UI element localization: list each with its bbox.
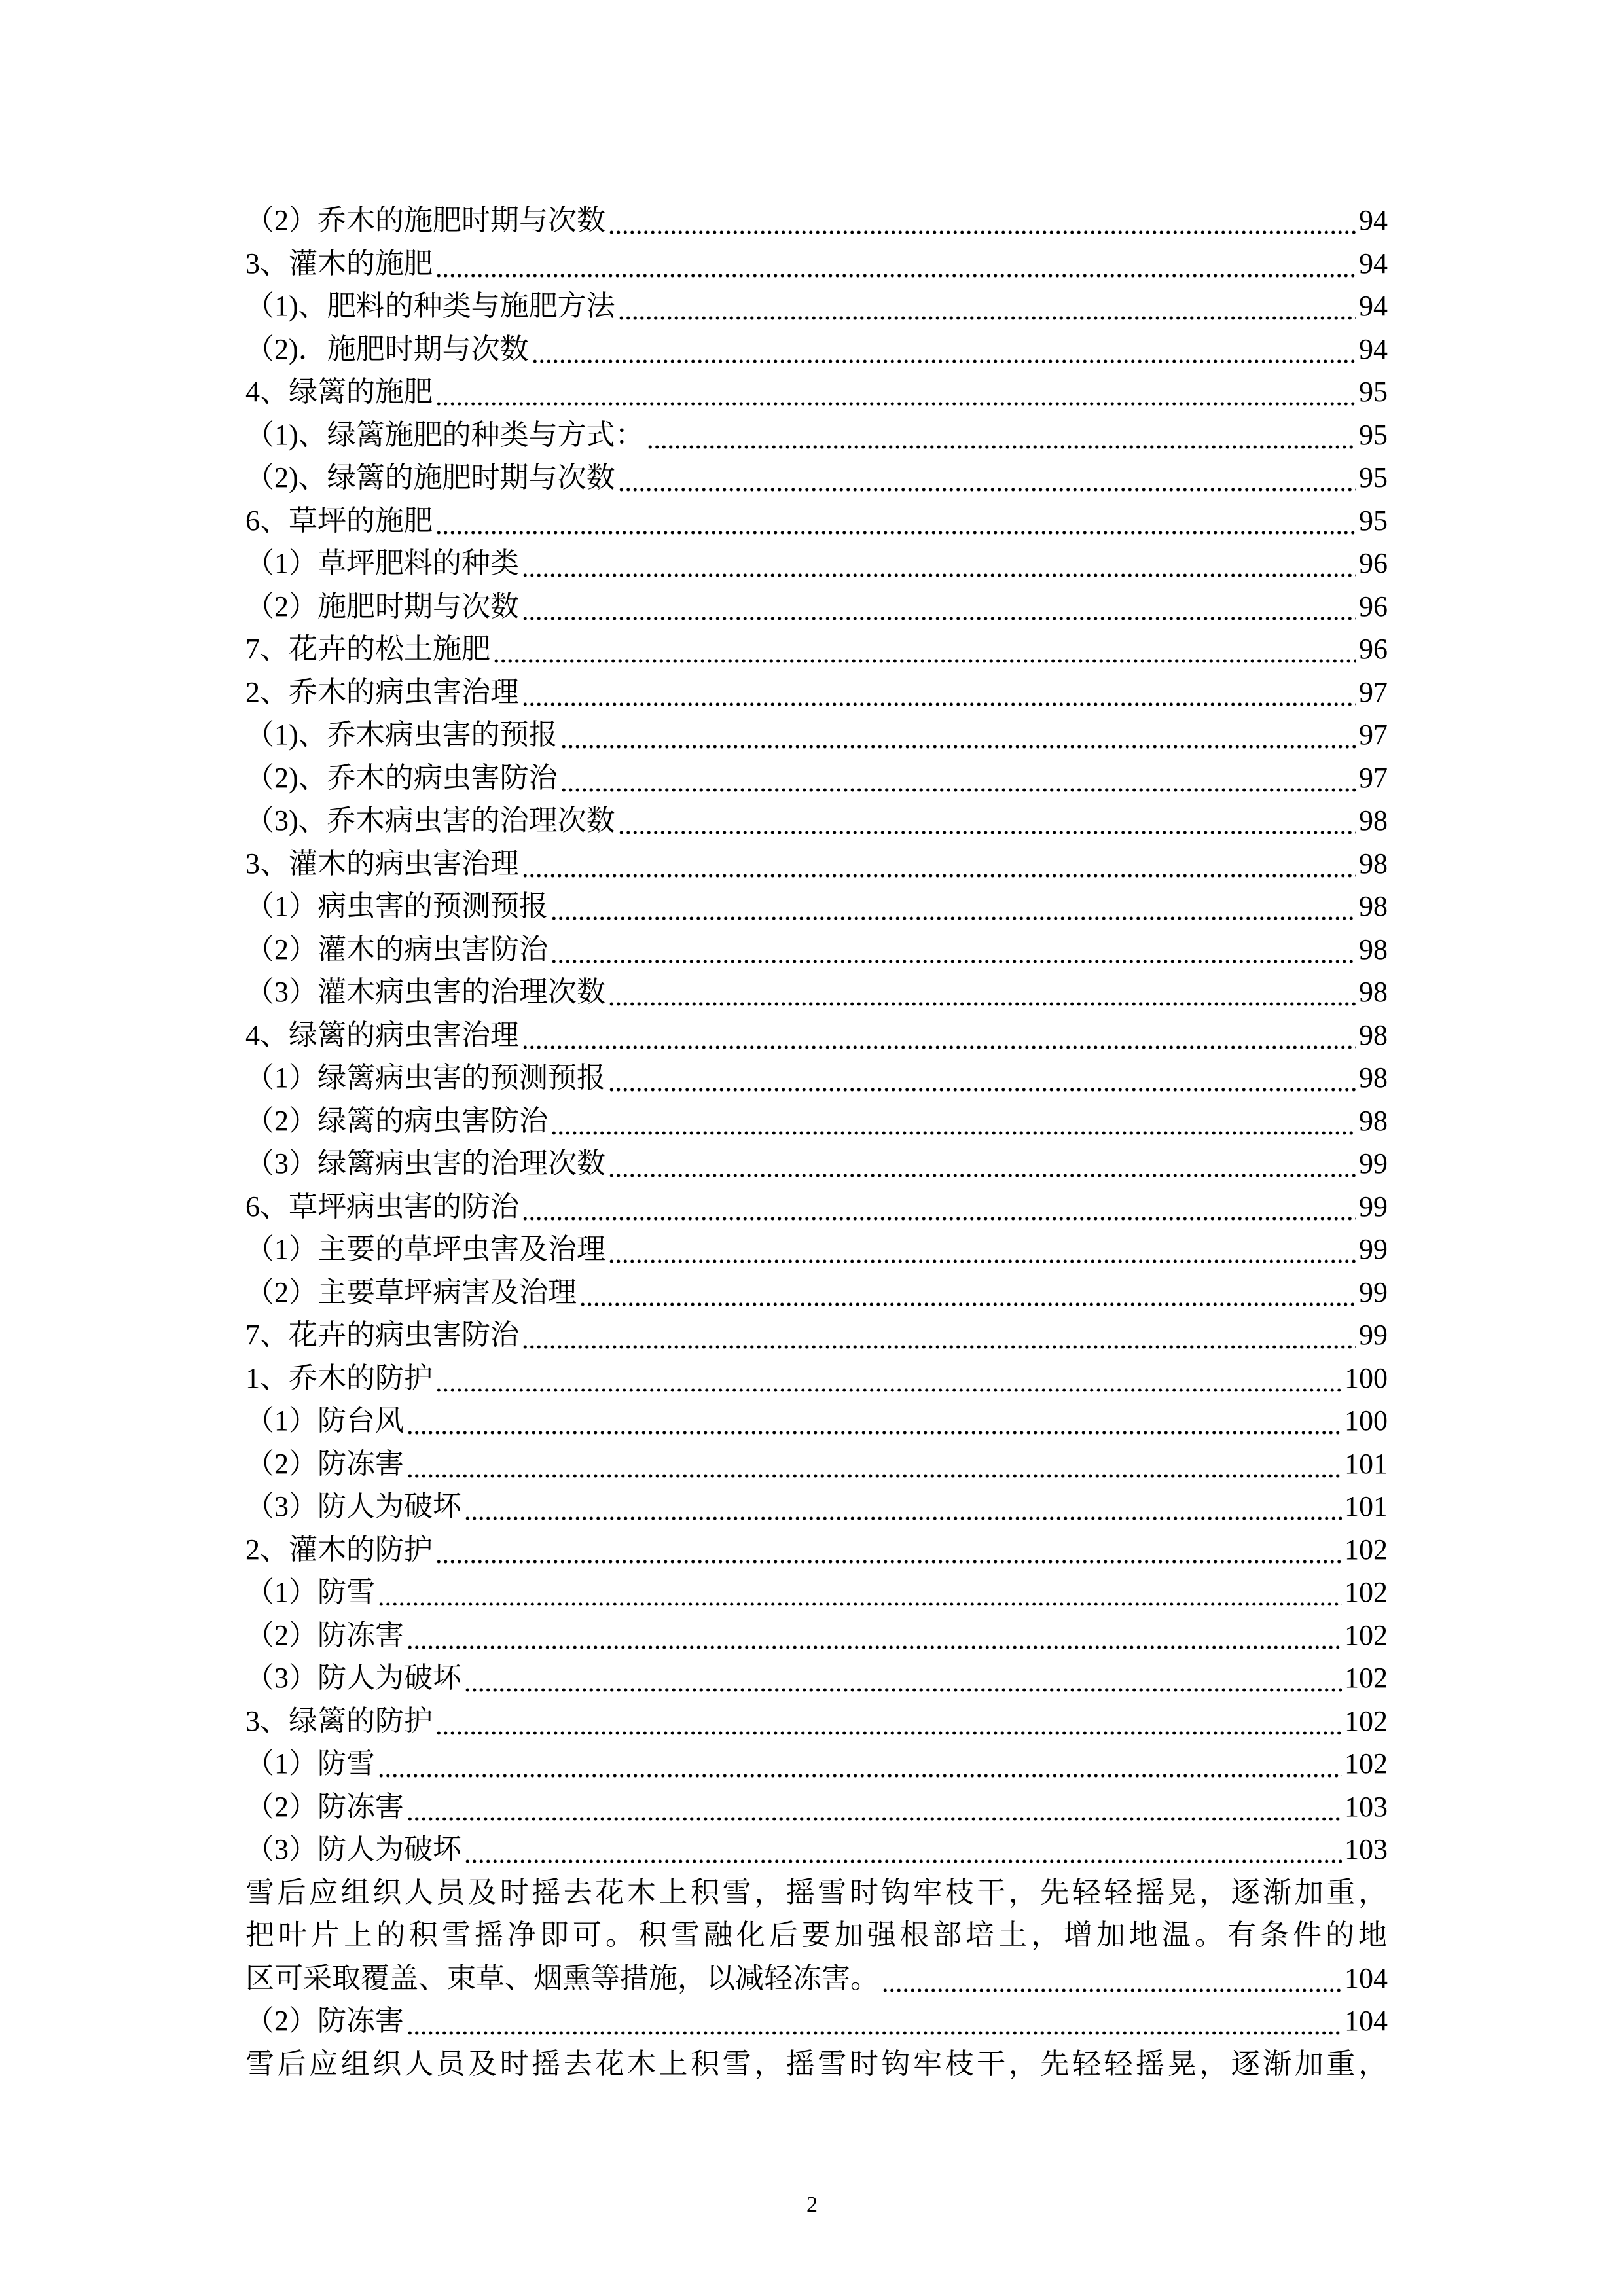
toc-entry-title: （2）防冻害 [245, 1619, 404, 1651]
toc-entry[interactable] [245, 1828, 1388, 1871]
toc-entry-page: 99 [1359, 1233, 1388, 1265]
toc-entry[interactable] [245, 885, 1388, 928]
dot-leader [608, 1142, 1356, 1185]
toc-entry-title: 6、草坪的施肥 [245, 504, 433, 537]
dot-leader [522, 1014, 1356, 1057]
toc-entry[interactable] [245, 1657, 1388, 1700]
toc-entry[interactable] [245, 285, 1388, 328]
toc-entry-title: （2）防冻害 [245, 1447, 404, 1480]
toc-entry-title: （3）灌木病虫害的治理次数 [245, 976, 605, 1008]
dot-leader [493, 628, 1356, 671]
toc-entry-page: 94 [1359, 290, 1388, 322]
toc-entry-page: 98 [1359, 804, 1388, 836]
toc-entry[interactable] [245, 499, 1388, 543]
toc-entry-page: 95 [1359, 461, 1388, 493]
toc-entry-page: 99 [1359, 1319, 1388, 1351]
toc-entry-title: 4、绿篱的病虫害治理 [245, 1018, 519, 1051]
dot-leader [435, 1700, 1342, 1743]
dot-leader [522, 671, 1356, 714]
toc-entry[interactable] [245, 1485, 1388, 1528]
toc-entry[interactable] [245, 199, 1388, 242]
toc-entry-title: （2）乔木的施肥时期与次数 [245, 204, 605, 236]
dot-leader [522, 585, 1356, 628]
dot-leader [406, 1399, 1342, 1443]
dot-leader [406, 1614, 1342, 1657]
toc-entry[interactable] [245, 1056, 1388, 1100]
dot-leader [882, 1957, 1342, 2000]
toc-entry[interactable] [245, 799, 1388, 842]
dot-leader [464, 1828, 1342, 1871]
table-of-contents [245, 199, 1388, 2085]
toc-entry-page: 97 [1359, 761, 1388, 794]
toc-entry-title: 1、乔木的防护 [245, 1361, 433, 1394]
dot-leader [550, 928, 1356, 971]
toc-entry-title: （2）主要草坪病害及治理 [245, 1276, 577, 1308]
toc-entry-page: 98 [1359, 1018, 1388, 1051]
page-number: 2 [806, 2193, 818, 2217]
toc-entry-page: 95 [1359, 418, 1388, 451]
dot-leader [435, 370, 1356, 414]
toc-entry[interactable] [245, 628, 1388, 671]
toc-entry-page: 98 [1359, 1104, 1388, 1137]
toc-entry-page: 98 [1359, 1062, 1388, 1094]
dot-leader [464, 1657, 1342, 1700]
toc-entry[interactable] [245, 1142, 1388, 1185]
toc-entry-title: （2）施肥时期与次数 [245, 590, 519, 622]
dot-leader [406, 2000, 1342, 2043]
paragraph-line: 雪后应组织人员及时摇去花木上积雪，摇雪时钩牢枝干，先轻轻摇晃，逐渐加重， [245, 2047, 1388, 2080]
toc-entry-page: 102 [1344, 1533, 1388, 1566]
toc-entry-page: 96 [1359, 547, 1388, 579]
toc-entry[interactable] [245, 1742, 1388, 1785]
toc-entry[interactable] [245, 1271, 1388, 1314]
paragraph-line: 把叶片上的积雪摇净即可。积雪融化后要加强根部培土，增加地温。有条件的地 [245, 1919, 1388, 1951]
dot-leader [435, 1528, 1342, 1571]
toc-entry-page: 98 [1359, 890, 1388, 922]
dot-leader [522, 842, 1356, 886]
toc-entry[interactable] [245, 1443, 1388, 1486]
dot-leader [608, 1056, 1356, 1100]
toc-entry[interactable] [245, 1571, 1388, 1614]
toc-entry-page: 98 [1359, 976, 1388, 1008]
toc-entry[interactable] [245, 414, 1388, 457]
toc-entry-page: 95 [1359, 376, 1388, 408]
toc-entry-page: 98 [1359, 933, 1388, 965]
dot-leader [618, 456, 1356, 499]
toc-entry-page: 102 [1344, 1748, 1388, 1780]
dot-leader [560, 757, 1356, 800]
toc-entry-page: 100 [1344, 1405, 1388, 1437]
toc-entry-title: 7、花卉的病虫害防治 [245, 1319, 519, 1351]
toc-entry-page: 97 [1359, 719, 1388, 751]
toc-entry-title: （3）防人为破坏 [245, 1490, 461, 1522]
dot-leader [435, 242, 1356, 285]
toc-entry-title: 3、灌木的施肥 [245, 247, 433, 279]
paragraph-line: 雪后应组织人员及时摇去花木上积雪，摇雪时钩牢枝干，先轻轻摇晃，逐渐加重， [245, 1876, 1388, 1909]
toc-entry-title: （1）防雪 [245, 1576, 375, 1608]
toc-entry[interactable] [245, 1014, 1388, 1057]
dot-leader [608, 199, 1356, 242]
toc-entry-page: 102 [1344, 1576, 1388, 1608]
toc-entry-page: 99 [1359, 1190, 1388, 1223]
dot-leader [435, 499, 1356, 543]
toc-entry-title: （1)、乔木病虫害的预报 [245, 719, 558, 751]
toc-entry[interactable] [245, 971, 1388, 1014]
toc-entry-page: 104 [1344, 1962, 1388, 1994]
toc-entry-title: （1)、肥料的种类与施肥方法 [245, 290, 615, 322]
toc-entry-title: （2)．施肥时期与次数 [245, 332, 529, 365]
toc-entry-page: 98 [1359, 847, 1388, 880]
dot-leader [522, 542, 1356, 585]
toc-entry-title: 6、草坪病虫害的防治 [245, 1190, 519, 1223]
toc-entry-title: （2）绿篱的病虫害防治 [245, 1104, 548, 1137]
toc-entry-page: 103 [1344, 1790, 1388, 1823]
toc-entry[interactable] [245, 842, 1388, 886]
toc-entry-page: 94 [1359, 204, 1388, 236]
toc-entry-title: （2）防冻害 [245, 1790, 404, 1823]
toc-entry[interactable] [245, 1785, 1388, 1829]
toc-entry[interactable] [245, 928, 1388, 971]
dot-leader [618, 799, 1356, 842]
toc-entry-title: （3）绿篱病虫害的治理次数 [245, 1147, 605, 1179]
toc-entry[interactable] [245, 713, 1388, 757]
dot-leader [522, 1314, 1356, 1357]
toc-entry-title: （2）灌木的病虫害防治 [245, 933, 548, 965]
toc-entry[interactable] [245, 1314, 1388, 1357]
dot-leader [406, 1443, 1342, 1486]
toc-entry-title: （1）主要的草坪虫害及治理 [245, 1233, 605, 1265]
dot-leader [550, 885, 1356, 928]
toc-entry-page: 104 [1344, 2005, 1388, 2037]
toc-entry-title: （3）防人为破坏 [245, 1833, 461, 1865]
dot-leader [378, 1742, 1342, 1785]
toc-entry-page: 103 [1344, 1833, 1388, 1865]
toc-entry-title: （2)、绿篱的施肥时期与次数 [245, 461, 615, 493]
toc-entry-page: 101 [1344, 1490, 1388, 1522]
dot-leader [608, 971, 1356, 1014]
toc-entry-page: 94 [1359, 332, 1388, 365]
dot-leader [406, 1785, 1342, 1829]
toc-entry-title: 3、绿篱的防护 [245, 1704, 433, 1737]
dot-leader [378, 1571, 1342, 1614]
toc-entry-title: （2)、乔木的病虫害防治 [245, 761, 558, 794]
toc-entry-title: 2、灌木的防护 [245, 1533, 433, 1566]
toc-entry-title: （3）防人为破坏 [245, 1662, 461, 1694]
toc-entry-title: （1）草坪肥料的种类 [245, 547, 519, 579]
toc-entry[interactable] [245, 1100, 1388, 1143]
toc-entry[interactable] [245, 1228, 1388, 1271]
toc-entry[interactable] [245, 370, 1388, 414]
toc-entry-page: 95 [1359, 504, 1388, 537]
toc-entry[interactable] [245, 757, 1388, 800]
toc-entry-title: （2）防冻害 [245, 2005, 404, 2037]
toc-entry[interactable] [245, 1399, 1388, 1443]
toc-entry-page: 99 [1359, 1147, 1388, 1179]
dot-leader [522, 1185, 1356, 1229]
toc-entry-page: 100 [1344, 1361, 1388, 1394]
toc-entry-page: 102 [1344, 1619, 1388, 1651]
dot-leader [618, 285, 1356, 328]
toc-entry-title: （3)、乔木病虫害的治理次数 [245, 804, 615, 836]
toc-entry[interactable] [245, 1357, 1388, 1400]
toc-entry-page: 102 [1344, 1704, 1388, 1737]
toc-entry[interactable] [245, 585, 1388, 628]
toc-entry-title: 4、绿篱的施肥 [245, 376, 433, 408]
toc-entry[interactable] [245, 671, 1388, 714]
toc-entry[interactable] [245, 1185, 1388, 1229]
dot-leader [532, 328, 1356, 371]
toc-entry[interactable] [245, 1957, 1388, 2000]
toc-entry[interactable] [245, 2000, 1388, 2043]
dot-leader [608, 1228, 1356, 1271]
toc-entry-title: 7、花卉的松土施肥 [245, 633, 490, 665]
dot-leader [560, 713, 1356, 757]
dot-leader [647, 414, 1356, 457]
toc-entry[interactable] [245, 242, 1388, 285]
toc-entry[interactable] [245, 456, 1388, 499]
toc-entry-title: （1）防台风 [245, 1405, 404, 1437]
toc-entry[interactable] [245, 1614, 1388, 1657]
toc-entry[interactable] [245, 328, 1388, 371]
dot-leader [464, 1485, 1342, 1528]
toc-entry-page: 102 [1344, 1662, 1388, 1694]
toc-entry[interactable] [245, 1700, 1388, 1743]
toc-entry-page: 96 [1359, 633, 1388, 665]
dot-leader [435, 1357, 1342, 1400]
toc-entry-title: 2、乔木的病虫害治理 [245, 675, 519, 708]
toc-entry[interactable] [245, 1528, 1388, 1571]
toc-entry-page: 96 [1359, 590, 1388, 622]
toc-entry-title: （1）防雪 [245, 1748, 375, 1780]
toc-entry-page: 94 [1359, 247, 1388, 279]
dot-leader [550, 1100, 1356, 1143]
dot-leader [579, 1271, 1356, 1314]
toc-entry-page: 97 [1359, 675, 1388, 708]
toc-entry-page: 101 [1344, 1447, 1388, 1480]
toc-entry-title: （1）病虫害的预测预报 [245, 890, 548, 922]
toc-entry-title: 区可采取覆盖、束草、烟熏等措施，以减轻冻害。 [245, 1962, 879, 1994]
toc-entry[interactable] [245, 542, 1388, 585]
toc-entry-title: （1）绿篱病虫害的预测预报 [245, 1062, 605, 1094]
toc-entry-title: 3、灌木的病虫害治理 [245, 847, 519, 880]
toc-entry-title: （1)、绿篱施肥的种类与方式： [245, 418, 644, 451]
toc-entry-page: 99 [1359, 1276, 1388, 1308]
